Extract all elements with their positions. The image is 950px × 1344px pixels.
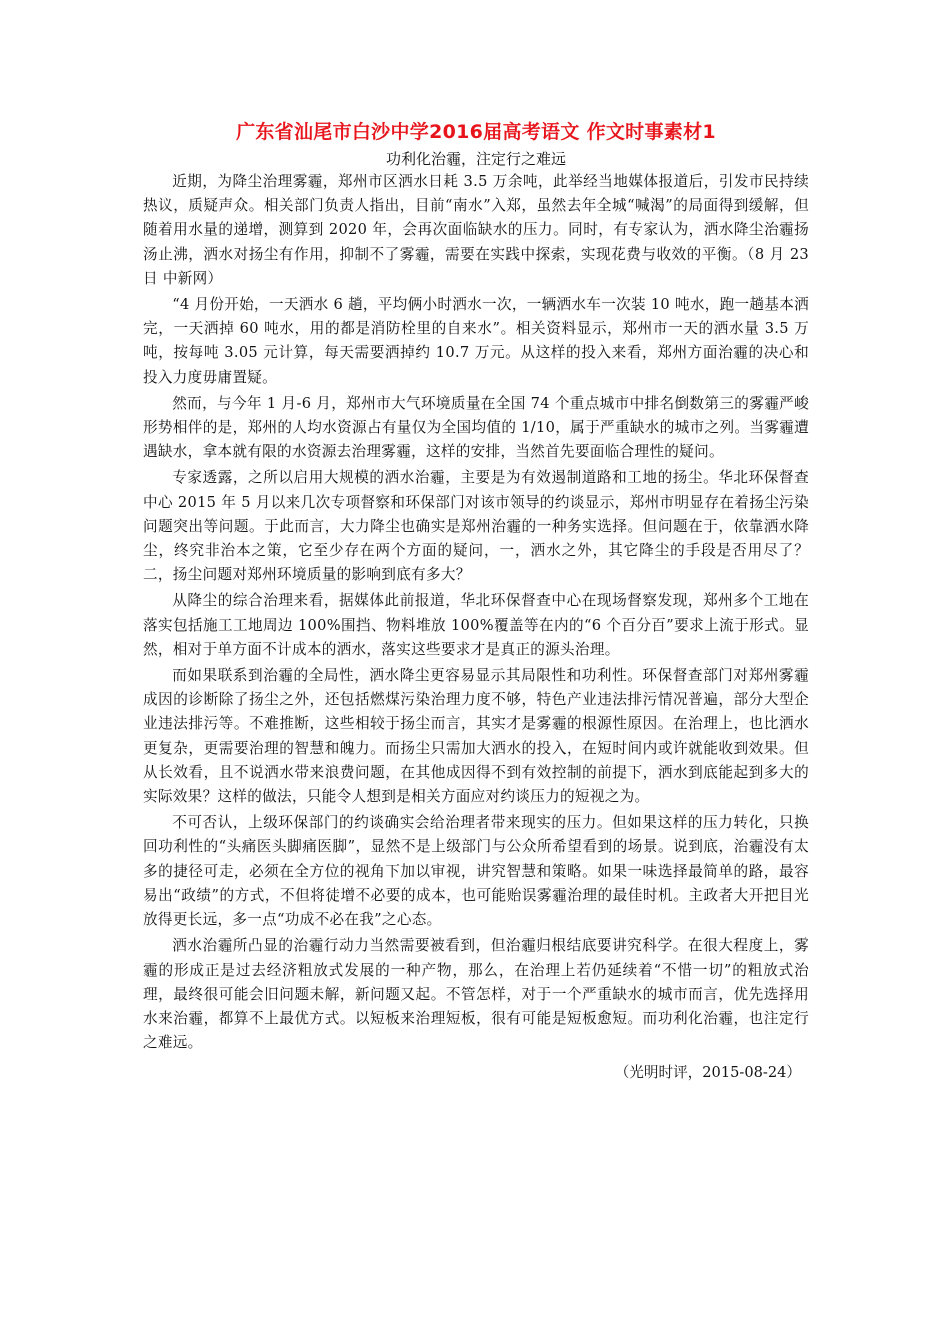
source-citation: （光明时评，2015-08-24） (614, 1064, 801, 1082)
paragraph-8: 洒水治霾所凸显的治霾行动力当然需要被看到，但治霾归根结底要讲究科学。在很大程度上，雾霾的形成正是过去经济粗放式发展的一种产物，那么，在治理上若仍延续着“不惜一切”的粗放式治理，最终很可能会旧问题未解，新问题又起。不管怎样，对于一个严重缺水的城市而言，优先选择用水来治霾，都算不上最优方式。以短板来治理短板，很有可能是短板愈短。而功利化治霾，也注定行之难远。 (143, 937, 809, 1052)
paragraph-5: 从降尘的综合治理来看，据媒体此前报道，华北环保督查中心在现场督察发现，郑州多个工地在落实包括施工工地周边 100%围挡、物料堆放 100%覆盖等在内的“6 个百分百”要求上流于形式。显然，相对于单方面不计成本的洒水，落实这些要求才是真正的源头治理。 (143, 592, 809, 658)
document-page (143, 118, 809, 1085)
paragraph-6: 而如果联系到治霾的全局性，洒水降尘更容易显示其局限性和功利性。环保督查部门对郑州雾霾成因的诊断除了扬尘之外，还包括燃煤污染治理力度不够，特色产业违法排污情况普遍，部分大型企业违法排污等。不难推断，这些相较于扬尘而言，其实才是雾霾的根源性原因。在治理上，也比洒水更复杂，更需要治理的智慧和魄力。而扬尘只需加大洒水的投入，在短时间内或许就能收到效果。但从长效看，且不说洒水带来浪费问题，在其他成因得不到有效控制的前提下，洒水到底能起到多大的实际效果？这样的做法，只能令人想到是相关方面应对约谈压力的短视之为。 (143, 667, 809, 806)
paragraph-2: “4 月份开始，一天洒水 6 趟，平均俩小时洒水一次，一辆洒水车一次装 10 吨水，跑一趟基本洒完，一天洒掉 60 吨水，用的都是消防栓里的自来水”。相关资料显示，郑州市一天的洒水量 3.5 万吨，按每吨 3.05 元计算，每天需要洒掉约 10.7 万元。从这样的投入来看，郑州方面治霾的决心和投入力度毋庸置疑。 (143, 296, 809, 386)
paragraph-1: 近期，为降尘治理雾霾，郑州市区洒水日耗 3.5 万余吨，此举经当地媒体报道后，引发市民持续热议，质疑声众。相关部门负责人指出，目前“南水”入郑，虽然去年全城“喊渴”的局面得到缓解，但随着用水量的递增，测算到 2020 年，会再次面临缺水的压力。同时，有专家认为，洒水降尘治霾扬汤止沸，洒水对扬尘有作用，抑制不了雾霾，需要在实践中探索，实现花费与收效的平衡。（8 月 23 日 中新网） (143, 173, 809, 287)
paragraph-7: 不可否认，上级环保部门的约谈确实会给治理者带来现实的压力。但如果这样的压力转化，只换回功利性的“头痛医头脚痛医脚”，显然不是上级部门与公众所希望看到的场景。说到底，治霾没有太多的捷径可走，必须在全方位的视角下加以审视，讲究智慧和策略。如果一味选择最简单的路，最容易出“政绩”的方式，不但将徒增不必要的成本，也可能贻误雾霾治理的最佳时机。主政者大开把目光放得更长远，多一点“功成不必在我”之心态。 (143, 814, 809, 929)
article-subtitle: 功利化治霾，注定行之难远 (385, 150, 566, 168)
paragraph-3: 然而，与今年 1 月-6 月，郑州市大气环境质量在全国 74 个重点城市中排名倒数第三的雾霾严峻形势相伴的是，郑州的人均水资源占有量仅为全国均值的 1/10，属于严重缺水的城市之列。当雾霾遭遇缺水，拿本就有限的水资源去治理雾霾，这样的安排，当然首先要面临合理性的疑问。 (143, 394, 809, 461)
document-title: 广东省汕尾市白沙中学2016届高考语文 作文时事素材1 (236, 121, 716, 143)
paragraph-4: 专家透露，之所以启用大规模的洒水治霾，主要是为有效遏制道路和工地的扬尘。华北环保督查中心 2015 年 5 月以来几次专项督察和环保部门对该市领导的约谈显示，郑州市明显存在着扬尘污染问题突出等问题。于此而言，大力降尘也确实是郑州治霾的一种务实选择。但问题在于，依靠洒水降尘，终究非治本之策，它至少存在两个方面的疑问，一，洒水之外，其它降尘的手段是否用尽了？二，扬尘问题对郑州环境质量的影响到底有多大？ (143, 469, 809, 584)
